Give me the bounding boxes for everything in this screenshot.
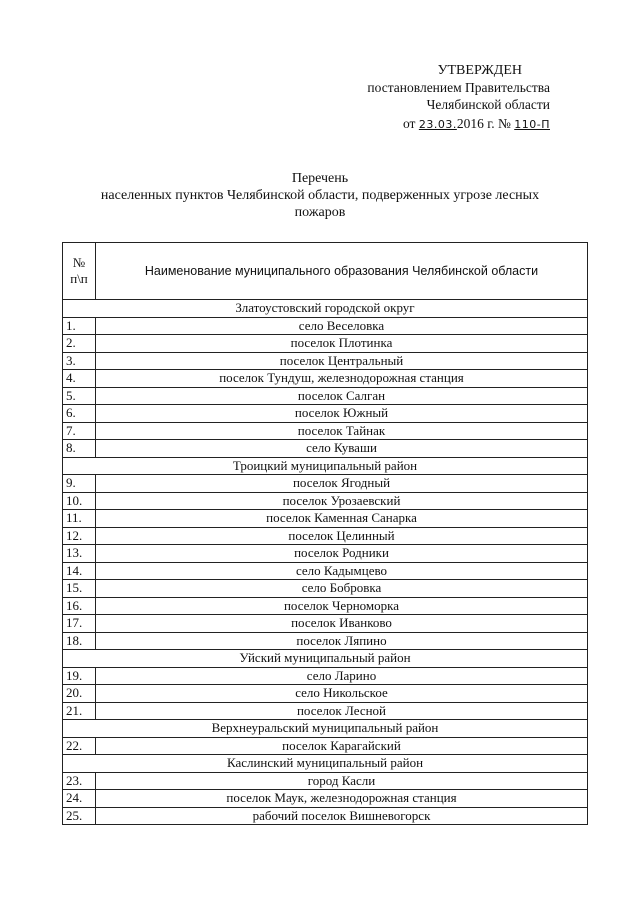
section-row bbox=[63, 755, 588, 773]
handwritten-date: 23.03. bbox=[418, 118, 457, 131]
settlement-name: село Кадымцево bbox=[96, 562, 588, 580]
section-row bbox=[63, 720, 588, 738]
section-row bbox=[63, 300, 588, 318]
table-row bbox=[63, 387, 588, 405]
table-row bbox=[63, 632, 588, 650]
settlement-name: поселок Целинный bbox=[96, 527, 588, 545]
table-row bbox=[63, 527, 588, 545]
section-row bbox=[63, 457, 588, 475]
settlement-name: поселок Тайнак bbox=[96, 422, 588, 440]
table-row bbox=[63, 667, 588, 685]
row-number: 21. bbox=[63, 702, 96, 720]
settlement-name: село Ларино bbox=[96, 667, 588, 685]
row-number: 3. bbox=[63, 352, 96, 370]
approval-line-2: Челябинской области bbox=[426, 97, 550, 112]
settlement-name: село Никольское bbox=[96, 685, 588, 703]
heading-line-1: Перечень bbox=[291, 171, 349, 186]
settlement-name: поселок Маук, железнодорожная станция bbox=[96, 790, 588, 808]
table-row bbox=[63, 702, 588, 720]
table-row bbox=[63, 440, 588, 458]
settlement-name: поселок Каменная Санарка bbox=[96, 510, 588, 528]
section-title: Златоустовский городской округ bbox=[63, 300, 588, 318]
document-heading bbox=[60, 170, 580, 221]
settlement-name: поселок Урозаевский bbox=[96, 492, 588, 510]
table-row bbox=[63, 317, 588, 335]
settlement-name: поселок Иванково bbox=[96, 615, 588, 633]
heading-line-2: населенных пунктов Челябинской области, подверженных угрозе лесных bbox=[100, 188, 540, 203]
table-row bbox=[63, 685, 588, 703]
table-body bbox=[63, 300, 588, 825]
row-number: 5. bbox=[63, 387, 96, 405]
table-row bbox=[63, 492, 588, 510]
approval-stamp bbox=[300, 62, 550, 133]
row-number: 13. bbox=[63, 545, 96, 563]
settlement-name: поселок Южный bbox=[96, 405, 588, 423]
approval-date-line bbox=[300, 115, 550, 133]
table-row bbox=[63, 562, 588, 580]
year-text: 2016 г. № bbox=[456, 116, 511, 131]
row-number: 12. bbox=[63, 527, 96, 545]
settlement-name: город Касли bbox=[96, 772, 588, 790]
row-number: 16. bbox=[63, 597, 96, 615]
date-prefix: от bbox=[402, 116, 416, 131]
row-number: 22. bbox=[63, 737, 96, 755]
row-number: 2. bbox=[63, 335, 96, 353]
row-number: 1. bbox=[63, 317, 96, 335]
settlement-name: поселок Плотинка bbox=[96, 335, 588, 353]
table-row bbox=[63, 772, 588, 790]
table-row bbox=[63, 790, 588, 808]
row-number: 6. bbox=[63, 405, 96, 423]
settlements-table bbox=[62, 242, 588, 825]
settlement-name: поселок Ягодный bbox=[96, 475, 588, 493]
table-row bbox=[63, 475, 588, 493]
settlement-name: поселок Тундуш, железнодорожная станция bbox=[96, 370, 588, 388]
row-number: 23. bbox=[63, 772, 96, 790]
row-number: 14. bbox=[63, 562, 96, 580]
settlement-name: село Куваши bbox=[96, 440, 588, 458]
table-row bbox=[63, 737, 588, 755]
heading-line-3: пожаров bbox=[294, 205, 346, 220]
settlement-name: поселок Ляпино bbox=[96, 632, 588, 650]
settlement-name: поселок Родники bbox=[96, 545, 588, 563]
table-row bbox=[63, 335, 588, 353]
settlement-name: поселок Карагайский bbox=[96, 737, 588, 755]
settlement-name: село Бобровка bbox=[96, 580, 588, 598]
approval-title: УТВЕРЖДЕН bbox=[437, 63, 522, 78]
row-number: 7. bbox=[63, 422, 96, 440]
section-row bbox=[63, 650, 588, 668]
row-number: 25. bbox=[63, 807, 96, 825]
settlement-name: поселок Салган bbox=[96, 387, 588, 405]
row-number: 17. bbox=[63, 615, 96, 633]
table-row bbox=[63, 370, 588, 388]
section-title: Троицкий муниципальный район bbox=[63, 457, 588, 475]
header-number-label: № п\п bbox=[70, 255, 88, 286]
section-title: Каслинский муниципальный район bbox=[63, 755, 588, 773]
table-row bbox=[63, 352, 588, 370]
row-number: 24. bbox=[63, 790, 96, 808]
table-row bbox=[63, 615, 588, 633]
header-number bbox=[63, 243, 96, 300]
table-row bbox=[63, 405, 588, 423]
row-number: 20. bbox=[63, 685, 96, 703]
table-header-row bbox=[63, 243, 588, 300]
table-row bbox=[63, 545, 588, 563]
table-row bbox=[63, 510, 588, 528]
row-number: 11. bbox=[63, 510, 96, 528]
handwritten-number: 110-П bbox=[514, 118, 550, 131]
section-title: Уйский муниципальный район bbox=[63, 650, 588, 668]
settlement-name: село Веселовка bbox=[96, 317, 588, 335]
settlement-name: рабочий поселок Вишневогорск bbox=[96, 807, 588, 825]
table-row bbox=[63, 580, 588, 598]
table-row bbox=[63, 807, 588, 825]
settlement-name: поселок Черноморка bbox=[96, 597, 588, 615]
approval-line-1: постановлением Правительства bbox=[367, 80, 550, 95]
row-number: 18. bbox=[63, 632, 96, 650]
row-number: 15. bbox=[63, 580, 96, 598]
row-number: 8. bbox=[63, 440, 96, 458]
header-name: Наименование муниципального образования Челябинской области bbox=[96, 243, 588, 300]
row-number: 10. bbox=[63, 492, 96, 510]
table-row bbox=[63, 422, 588, 440]
settlement-name: поселок Центральный bbox=[96, 352, 588, 370]
row-number: 9. bbox=[63, 475, 96, 493]
settlement-name: поселок Лесной bbox=[96, 702, 588, 720]
table-row bbox=[63, 597, 588, 615]
row-number: 4. bbox=[63, 370, 96, 388]
section-title: Верхнеуральский муниципальный район bbox=[63, 720, 588, 738]
row-number: 19. bbox=[63, 667, 96, 685]
